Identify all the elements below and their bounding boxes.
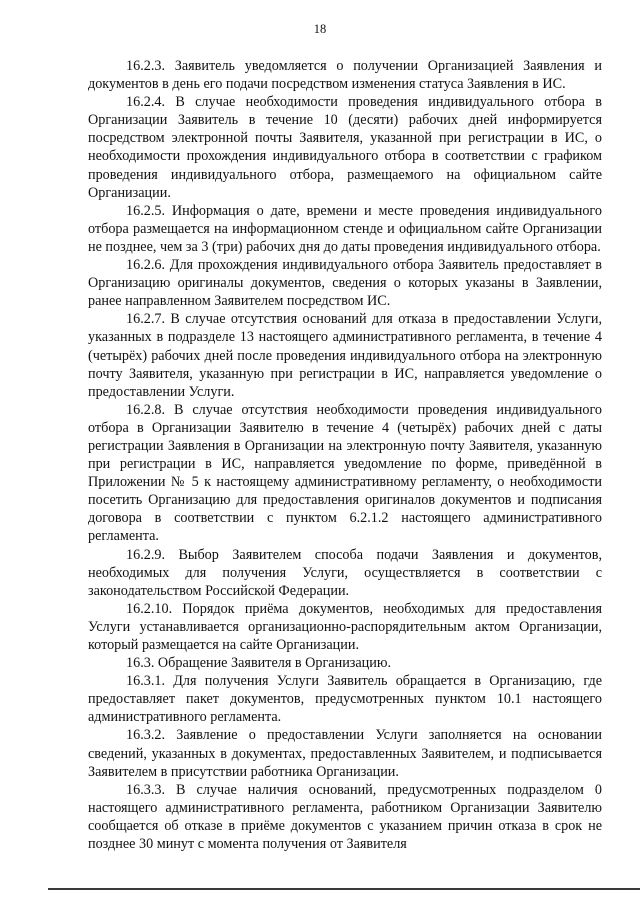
section-heading-16-3: 16.3. Обращение Заявителя в Организацию. [126,655,392,672]
paragraph-16-2-7: 16.2.7. В случае отсутствия оснований для отказа в предоставлении Услуги, указанных в подразделе 13 настоящего административного регламента, в течение 4 (четырёх) рабочих дней после проведения индивидуального отбора на электронную почту Заявителя, указанную при регистрации в ИС, направляется уведомление о предоставлении Услуги. [88,311,602,400]
paragraph-16-2-8: 16.2.8. В случае отсутствия необходимости проведения индивидуального отбора в Организации Заявителю в течение 4 (четырёх) рабочих дней с даты регистрации Заявления в Организации на электронную почту Заявителя, указанную при регистрации в ИС, направляется уведомление по форме, приведённой в Приложении № 5 к настоящему административному регламенту, о необходимости посетить Организацию для предоставления оригиналов документов и подписания договора в соответствии с пунктом 6.2.1.2 настоящего административного регламента. [88,401,602,545]
paragraph-16-2-6: 16.2.6. Для прохождения индивидуального отбора Заявитель предоставляет в Организацию оригиналы документов, сведения о которых указаны в Заявлении, ранее направленном Заявителем посредством ИС. [88,257,602,310]
scan-edge-line [48,888,640,890]
paragraph-16-3-3: 16.3.3. В случае наличия оснований, предусмотренных подразделом 0 настоящего административного регламента, работником Организации Заявителю сообщается об отказе в приёме документов с указанием причин отказа в срок не позднее 30 минут с момента получения от Заявителя [88,781,602,853]
paragraph-16-2-9: 16.2.9. Выбор Заявителем способа подачи Заявления и документов, необходимых для получения Услуги, осуществляется в соответствии с законодательством Российской Федерации. [88,546,602,599]
paragraph-16-2-3: 16.2.3. Заявитель уведомляется о получении Организацией Заявления и документов в день его подачи посредством изменения статуса Заявления в ИС. [88,58,602,93]
paragraph-16-2-4: 16.2.4. В случае необходимости проведения индивидуального отбора в Организации Заявитель в течение 10 (десяти) рабочих дней информируется посредством электронной почты Заявителя, указанной при регистрации в ИС, о необходимости прохождения индивидуального отбора в соответствии с графиком проведения индивидуального отбора, размещаемого на официальном сайте Организации. [88,94,602,201]
page-number: 18 [313,22,327,36]
paragraph-16-2-5: 16.2.5. Информация о дате, времени и месте проведения индивидуального отбора размещается на информационном стенде и официальном сайте Организации не позднее, чем за 3 (три) рабочих дня до даты проведения индивидуального отбора. [88,202,602,255]
paragraph-16-3-1: 16.3.1. Для получения Услуги Заявитель обращается в Организацию, где предоставляет пакет документов, предусмотренных пунктом 10.1 настоящего административного регламента. [88,673,602,726]
paragraph-16-3-2: 16.3.2. Заявление о предоставлении Услуги заполняется на основании сведений, указанных в документах, предоставленных Заявителем, и подписывается Заявителем в присутствии работника Организации. [88,727,602,780]
paragraph-16-2-10: 16.2.10. Порядок приёма документов, необходимых для предоставления Услуги устанавливается организационно-распорядительным актом Организации, который размещается на сайте Организации. [88,600,602,653]
document-body [88,57,602,853]
